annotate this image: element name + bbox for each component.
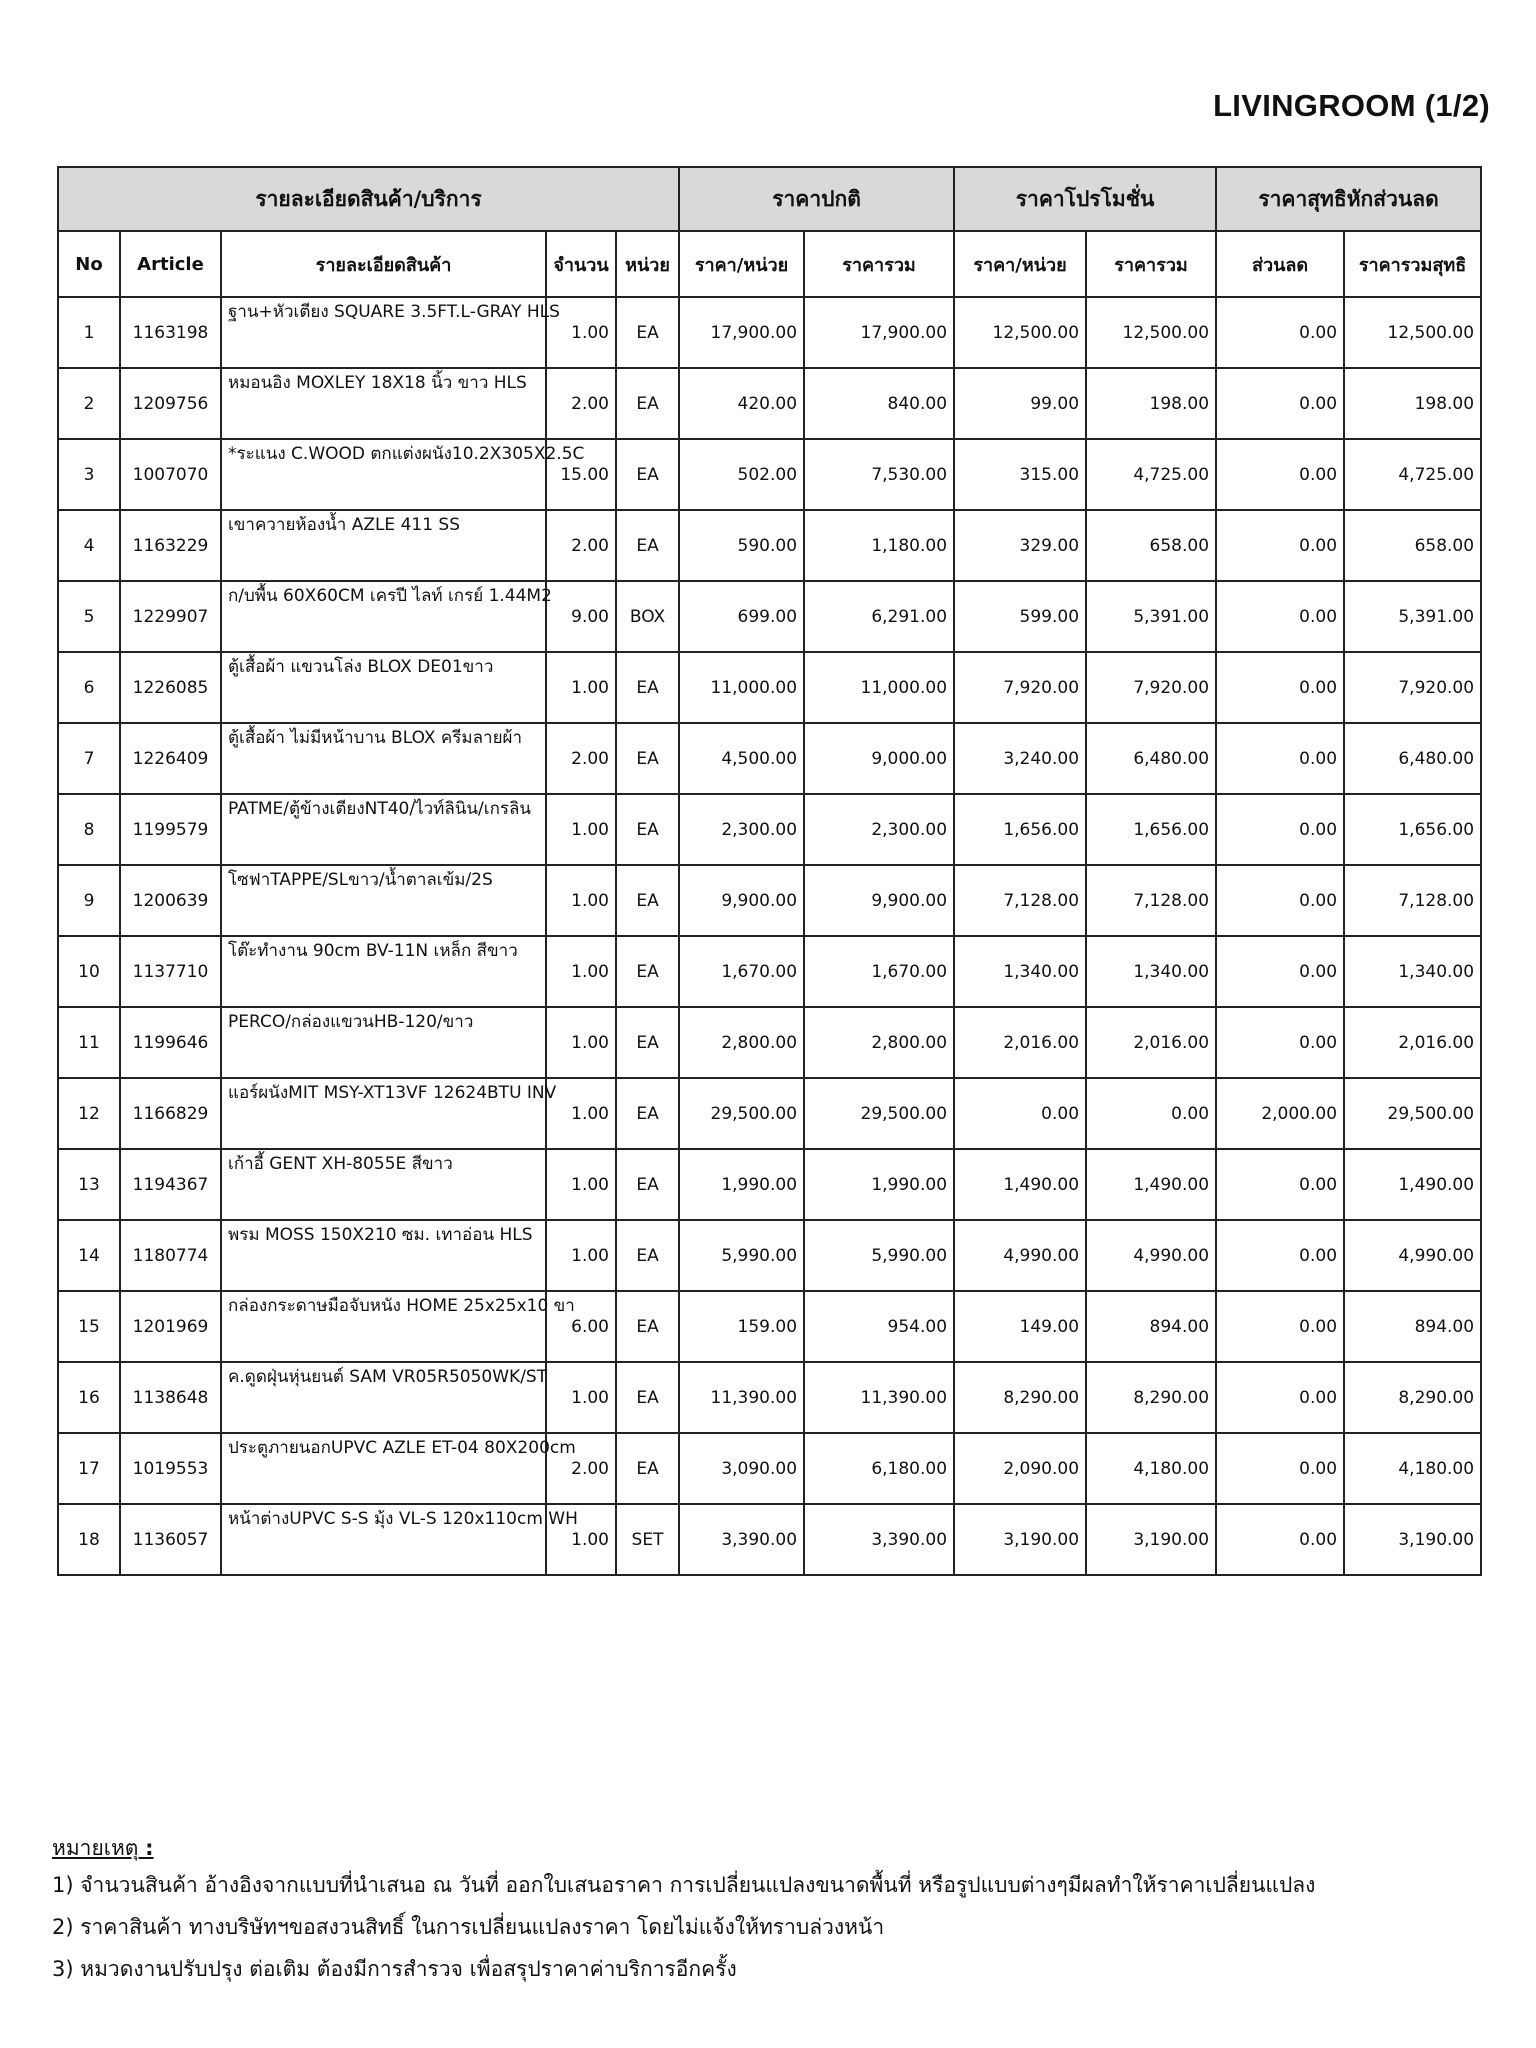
cell-promo-total: 894.00 [1086, 1291, 1216, 1362]
cell-total: 2,800.00 [804, 1007, 954, 1078]
cell-quantity: 2.00 [546, 368, 616, 439]
cell-promo-unit-price: 0.00 [954, 1078, 1086, 1149]
cell-no: 15 [58, 1291, 120, 1362]
table-row [58, 368, 1481, 439]
cell-unit-price: 2,300.00 [679, 794, 804, 865]
table-row [58, 297, 1481, 368]
col-header-discount: ส่วนลด [1216, 231, 1344, 297]
cell-unit-price: 590.00 [679, 510, 804, 581]
cell-promo-unit-price: 7,920.00 [954, 652, 1086, 723]
cell-promo-total: 0.00 [1086, 1078, 1216, 1149]
cell-quantity: 1.00 [546, 1362, 616, 1433]
cell-description: เก้าอี้ GENT XH-8055E สีขาว [221, 1149, 546, 1220]
cell-net-total: 4,990.00 [1344, 1220, 1481, 1291]
cell-article: 1200639 [120, 865, 221, 936]
cell-unit: EA [616, 297, 679, 368]
cell-unit: EA [616, 368, 679, 439]
cell-total: 29,500.00 [804, 1078, 954, 1149]
cell-quantity: 1.00 [546, 936, 616, 1007]
cell-unit: EA [616, 865, 679, 936]
table-row [58, 1362, 1481, 1433]
cell-quantity: 1.00 [546, 1220, 616, 1291]
cell-promo-total: 4,180.00 [1086, 1433, 1216, 1504]
table-row [58, 439, 1481, 510]
cell-discount: 0.00 [1216, 297, 1344, 368]
table-row [58, 1078, 1481, 1149]
table-row [58, 1007, 1481, 1078]
column-header-row [58, 231, 1481, 297]
cell-quantity: 1.00 [546, 1149, 616, 1220]
cell-promo-total: 7,920.00 [1086, 652, 1216, 723]
cell-promo-unit-price: 3,240.00 [954, 723, 1086, 794]
cell-unit: EA [616, 723, 679, 794]
cell-promo-unit-price: 3,190.00 [954, 1504, 1086, 1575]
table-row [58, 1433, 1481, 1504]
cell-quantity: 2.00 [546, 723, 616, 794]
cell-unit-price: 17,900.00 [679, 297, 804, 368]
cell-total: 954.00 [804, 1291, 954, 1362]
cell-no: 5 [58, 581, 120, 652]
col-header-promo-unit-price: ราคา/หน่วย [954, 231, 1086, 297]
cell-promo-unit-price: 99.00 [954, 368, 1086, 439]
cell-unit: EA [616, 1362, 679, 1433]
cell-description: ตู้เสื้อผ้า แขวนโล่ง BLOX DE01ขาว [221, 652, 546, 723]
col-header-unit: หน่วย [616, 231, 679, 297]
cell-article: 1194367 [120, 1149, 221, 1220]
cell-no: 1 [58, 297, 120, 368]
cell-article: 1138648 [120, 1362, 221, 1433]
table-row [58, 1149, 1481, 1220]
cell-promo-total: 3,190.00 [1086, 1504, 1216, 1575]
notes-section [52, 1838, 1315, 2001]
note-line-2: 2) ราคาสินค้า ทางบริษัทฯขอสงวนสิทธิ์ ในการเปลี่ยนแปลงราคา โดยไม่แจ้งให้ทราบล่วงหน้า [52, 1915, 885, 1939]
cell-no: 18 [58, 1504, 120, 1575]
cell-description: แอร์ผนังMIT MSY-XT13VF 12624BTU INV [221, 1078, 546, 1149]
cell-unit: EA [616, 510, 679, 581]
col-header-description: รายละเอียดสินค้า [221, 231, 546, 297]
cell-discount: 0.00 [1216, 652, 1344, 723]
table-row [58, 581, 1481, 652]
cell-total: 6,180.00 [804, 1433, 954, 1504]
table-body [58, 297, 1481, 1575]
cell-description: PATME/ตู้ข้างเตียงNT40/ไวท์ลินิน/เกรลิน [221, 794, 546, 865]
cell-net-total: 6,480.00 [1344, 723, 1481, 794]
cell-unit: EA [616, 439, 679, 510]
cell-discount: 2,000.00 [1216, 1078, 1344, 1149]
cell-description: พรม MOSS 150X210 ซม. เทาอ่อน HLS [221, 1220, 546, 1291]
cell-net-total: 8,290.00 [1344, 1362, 1481, 1433]
cell-unit-price: 11,390.00 [679, 1362, 804, 1433]
group-header-net-price: ราคาสุทธิหักส่วนลด [1216, 167, 1481, 231]
cell-description: ก/บพื้น 60X60CM เครปี ไลท์ เกรย์ 1.44M2 [221, 581, 546, 652]
cell-no: 2 [58, 368, 120, 439]
cell-discount: 0.00 [1216, 794, 1344, 865]
cell-promo-total: 1,490.00 [1086, 1149, 1216, 1220]
cell-article: 1180774 [120, 1220, 221, 1291]
cell-net-total: 1,656.00 [1344, 794, 1481, 865]
note-line-1: 1) จำนวนสินค้า อ้างอิงจากแบบที่นำเสนอ ณ วันที่ ออกใบเสนอราคา การเปลี่ยนแปลงขนาดพื้นที่ หรือรูปแบบต่างๆมีผลทำให้ราคาเปลี่ยนแปลง [52, 1873, 1316, 1897]
cell-description: ค.ดูดฝุ่นหุ่นยนต์ SAM VR05R5050WK/ST [221, 1362, 546, 1433]
cell-unit-price: 159.00 [679, 1291, 804, 1362]
cell-quantity: 6.00 [546, 1291, 616, 1362]
cell-promo-total: 4,990.00 [1086, 1220, 1216, 1291]
cell-discount: 0.00 [1216, 1433, 1344, 1504]
cell-unit: EA [616, 1149, 679, 1220]
cell-unit-price: 11,000.00 [679, 652, 804, 723]
cell-unit: EA [616, 1007, 679, 1078]
cell-promo-total: 2,016.00 [1086, 1007, 1216, 1078]
cell-discount: 0.00 [1216, 1362, 1344, 1433]
cell-discount: 0.00 [1216, 1007, 1344, 1078]
cell-no: 10 [58, 936, 120, 1007]
cell-description: หน้าต่างUPVC S-S มุ้ง VL-S 120x110cm WH [221, 1504, 546, 1575]
cell-description: ประตูภายนอกUPVC AZLE ET-04 80X200cm [221, 1433, 546, 1504]
cell-description: ตู้เสื้อผ้า ไม่มีหน้าบาน BLOX ครีมลายผ้า [221, 723, 546, 794]
cell-net-total: 12,500.00 [1344, 297, 1481, 368]
cell-no: 4 [58, 510, 120, 581]
cell-net-total: 4,180.00 [1344, 1433, 1481, 1504]
cell-unit-price: 3,090.00 [679, 1433, 804, 1504]
cell-total: 1,180.00 [804, 510, 954, 581]
cell-unit-price: 420.00 [679, 368, 804, 439]
cell-unit-price: 29,500.00 [679, 1078, 804, 1149]
cell-description: เขาควายห้องน้ำ AZLE 411 SS [221, 510, 546, 581]
cell-total: 9,900.00 [804, 865, 954, 936]
col-header-quantity: จำนวน [546, 231, 616, 297]
cell-quantity: 1.00 [546, 652, 616, 723]
col-header-unit-price: ราคา/หน่วย [679, 231, 804, 297]
cell-unit-price: 9,900.00 [679, 865, 804, 936]
cell-unit: EA [616, 1078, 679, 1149]
cell-quantity: 1.00 [546, 1504, 616, 1575]
cell-unit: EA [616, 1220, 679, 1291]
cell-article: 1019553 [120, 1433, 221, 1504]
cell-unit: EA [616, 1291, 679, 1362]
cell-article: 1229907 [120, 581, 221, 652]
cell-promo-unit-price: 149.00 [954, 1291, 1086, 1362]
cell-quantity: 1.00 [546, 865, 616, 936]
table-row [58, 1504, 1481, 1575]
cell-promo-total: 198.00 [1086, 368, 1216, 439]
quotation-table [57, 166, 1482, 1576]
document-title: LIVINGROOM (1/2) [1213, 88, 1490, 123]
cell-net-total: 29,500.00 [1344, 1078, 1481, 1149]
cell-total: 11,390.00 [804, 1362, 954, 1433]
cell-promo-total: 8,290.00 [1086, 1362, 1216, 1433]
cell-discount: 0.00 [1216, 723, 1344, 794]
cell-quantity: 1.00 [546, 1007, 616, 1078]
cell-article: 1226409 [120, 723, 221, 794]
cell-total: 2,300.00 [804, 794, 954, 865]
group-header-promo-price: ราคาโปรโมชั่น [954, 167, 1216, 231]
cell-net-total: 1,490.00 [1344, 1149, 1481, 1220]
cell-no: 9 [58, 865, 120, 936]
cell-unit-price: 502.00 [679, 439, 804, 510]
cell-promo-total: 6,480.00 [1086, 723, 1216, 794]
cell-no: 11 [58, 1007, 120, 1078]
cell-total: 17,900.00 [804, 297, 954, 368]
cell-no: 7 [58, 723, 120, 794]
cell-discount: 0.00 [1216, 1149, 1344, 1220]
cell-unit-price: 4,500.00 [679, 723, 804, 794]
cell-total: 9,000.00 [804, 723, 954, 794]
cell-description: หมอนอิง MOXLEY 18X18 นิ้ว ขาว HLS [221, 368, 546, 439]
cell-unit-price: 1,670.00 [679, 936, 804, 1007]
cell-no: 16 [58, 1362, 120, 1433]
cell-unit: SET [616, 1504, 679, 1575]
cell-no: 14 [58, 1220, 120, 1291]
cell-quantity: 1.00 [546, 794, 616, 865]
cell-article: 1163198 [120, 297, 221, 368]
cell-net-total: 4,725.00 [1344, 439, 1481, 510]
cell-article: 1137710 [120, 936, 221, 1007]
notes-heading-colon: : [145, 1836, 154, 1860]
cell-promo-unit-price: 1,340.00 [954, 936, 1086, 1007]
cell-total: 3,390.00 [804, 1504, 954, 1575]
cell-description: โต๊ะทำงาน 90cm BV-11N เหล็ก สีขาว [221, 936, 546, 1007]
cell-article: 1136057 [120, 1504, 221, 1575]
cell-article: 1201969 [120, 1291, 221, 1362]
cell-discount: 0.00 [1216, 1291, 1344, 1362]
cell-promo-total: 1,340.00 [1086, 936, 1216, 1007]
cell-no: 12 [58, 1078, 120, 1149]
cell-promo-unit-price: 4,990.00 [954, 1220, 1086, 1291]
note-line-3: 3) หมวดงานปรับปรุง ต่อเติม ต้องมีการสำรวจ เพื่อสรุปราคาค่าบริการอีกครั้ง [52, 1957, 737, 1981]
cell-description: ฐาน+หัวเตียง SQUARE 3.5FT.L-GRAY HLS [221, 297, 546, 368]
cell-discount: 0.00 [1216, 1504, 1344, 1575]
cell-promo-unit-price: 2,090.00 [954, 1433, 1086, 1504]
cell-no: 8 [58, 794, 120, 865]
cell-promo-unit-price: 599.00 [954, 581, 1086, 652]
cell-promo-unit-price: 1,490.00 [954, 1149, 1086, 1220]
cell-net-total: 894.00 [1344, 1291, 1481, 1362]
cell-total: 1,670.00 [804, 936, 954, 1007]
cell-discount: 0.00 [1216, 936, 1344, 1007]
cell-article: 1199579 [120, 794, 221, 865]
cell-net-total: 198.00 [1344, 368, 1481, 439]
cell-unit-price: 699.00 [679, 581, 804, 652]
cell-net-total: 5,391.00 [1344, 581, 1481, 652]
cell-quantity: 1.00 [546, 1078, 616, 1149]
cell-no: 13 [58, 1149, 120, 1220]
cell-quantity: 9.00 [546, 581, 616, 652]
col-header-promo-total: ราคารวม [1086, 231, 1216, 297]
col-header-total: ราคารวม [804, 231, 954, 297]
table-row [58, 723, 1481, 794]
cell-unit: EA [616, 936, 679, 1007]
cell-no: 17 [58, 1433, 120, 1504]
cell-article: 1199646 [120, 1007, 221, 1078]
cell-quantity: 15.00 [546, 439, 616, 510]
cell-promo-unit-price: 2,016.00 [954, 1007, 1086, 1078]
cell-discount: 0.00 [1216, 865, 1344, 936]
cell-promo-unit-price: 12,500.00 [954, 297, 1086, 368]
cell-quantity: 2.00 [546, 510, 616, 581]
cell-promo-total: 12,500.00 [1086, 297, 1216, 368]
table-row [58, 1220, 1481, 1291]
cell-promo-total: 1,656.00 [1086, 794, 1216, 865]
cell-description: *ระแนง C.WOOD ตกแต่งผนัง10.2X305X2.5C [221, 439, 546, 510]
cell-article: 1209756 [120, 368, 221, 439]
cell-article: 1166829 [120, 1078, 221, 1149]
cell-unit-price: 5,990.00 [679, 1220, 804, 1291]
cell-unit-price: 1,990.00 [679, 1149, 804, 1220]
cell-promo-unit-price: 1,656.00 [954, 794, 1086, 865]
cell-unit: BOX [616, 581, 679, 652]
cell-net-total: 1,340.00 [1344, 936, 1481, 1007]
cell-net-total: 3,190.00 [1344, 1504, 1481, 1575]
cell-quantity: 2.00 [546, 1433, 616, 1504]
cell-article: 1226085 [120, 652, 221, 723]
cell-net-total: 7,920.00 [1344, 652, 1481, 723]
cell-promo-unit-price: 7,128.00 [954, 865, 1086, 936]
table-row [58, 794, 1481, 865]
cell-net-total: 7,128.00 [1344, 865, 1481, 936]
table-row [58, 652, 1481, 723]
cell-description: PERCO/กล่องแขวนHB-120/ขาว [221, 1007, 546, 1078]
cell-unit: EA [616, 652, 679, 723]
cell-total: 5,990.00 [804, 1220, 954, 1291]
cell-promo-total: 658.00 [1086, 510, 1216, 581]
cell-discount: 0.00 [1216, 439, 1344, 510]
cell-promo-total: 4,725.00 [1086, 439, 1216, 510]
cell-promo-unit-price: 8,290.00 [954, 1362, 1086, 1433]
cell-total: 7,530.00 [804, 439, 954, 510]
col-header-article: Article [120, 231, 221, 297]
cell-article: 1163229 [120, 510, 221, 581]
cell-discount: 0.00 [1216, 1220, 1344, 1291]
cell-net-total: 2,016.00 [1344, 1007, 1481, 1078]
cell-description: กล่องกระดาษมือจับหนัง HOME 25x25x10 ขา [221, 1291, 546, 1362]
cell-unit-price: 3,390.00 [679, 1504, 804, 1575]
cell-quantity: 1.00 [546, 297, 616, 368]
cell-total: 840.00 [804, 368, 954, 439]
cell-net-total: 658.00 [1344, 510, 1481, 581]
cell-description: โซฟาTAPPE/SLขาว/น้ำตาลเข้ม/2S [221, 865, 546, 936]
cell-promo-unit-price: 315.00 [954, 439, 1086, 510]
cell-unit-price: 2,800.00 [679, 1007, 804, 1078]
table-row [58, 936, 1481, 1007]
col-header-net-total: ราคารวมสุทธิ [1344, 231, 1481, 297]
table-row [58, 1291, 1481, 1362]
cell-total: 6,291.00 [804, 581, 954, 652]
cell-total: 1,990.00 [804, 1149, 954, 1220]
col-header-no: No [58, 231, 120, 297]
group-header-details: รายละเอียดสินค้า/บริการ [58, 167, 679, 231]
cell-unit: EA [616, 794, 679, 865]
cell-discount: 0.00 [1216, 368, 1344, 439]
cell-promo-unit-price: 329.00 [954, 510, 1086, 581]
table-row [58, 865, 1481, 936]
cell-promo-total: 5,391.00 [1086, 581, 1216, 652]
cell-discount: 0.00 [1216, 510, 1344, 581]
cell-unit: EA [616, 1433, 679, 1504]
cell-no: 6 [58, 652, 120, 723]
table-row [58, 510, 1481, 581]
cell-promo-total: 7,128.00 [1086, 865, 1216, 936]
group-header-normal-price: ราคาปกติ [679, 167, 954, 231]
cell-article: 1007070 [120, 439, 221, 510]
cell-total: 11,000.00 [804, 652, 954, 723]
cell-discount: 0.00 [1216, 581, 1344, 652]
notes-heading-label: หมายเหตุ [52, 1836, 139, 1860]
group-header-row [58, 167, 1481, 231]
cell-no: 3 [58, 439, 120, 510]
notes-heading [52, 1838, 1315, 1859]
